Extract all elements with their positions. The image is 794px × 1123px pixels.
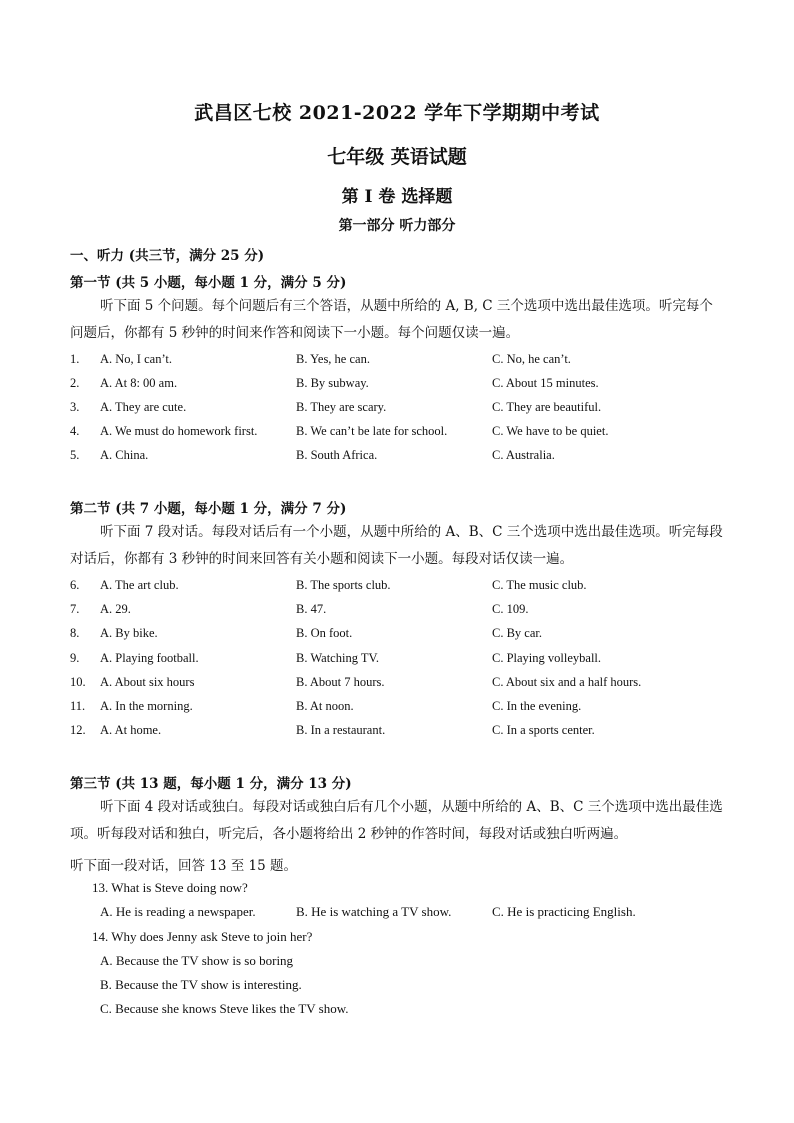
option-c: C. The music club. — [492, 578, 587, 592]
option-c: C. No, he can’t. — [492, 352, 571, 366]
option-c: C. In the evening. — [492, 699, 582, 713]
option-c: C. By car. — [492, 626, 542, 640]
option-a: A. China. — [100, 448, 149, 462]
section1-heading: 第一节 (共 5 小题，每小题 1 分，满分 5 分) — [70, 275, 347, 291]
question-13-option-c: C. He is practicing English. — [492, 904, 636, 919]
option-b: B. About 7 hours. — [296, 675, 385, 689]
option-b: B. We can’t be late for school. — [296, 424, 448, 438]
question-14-option-c: C. Because she knows Steve likes the TV show. — [100, 1001, 349, 1016]
option-a: A. 29. — [100, 602, 131, 616]
question-row — [70, 723, 750, 747]
dialogue-intro: 听下面一段对话，回答 13 至 15 题。 — [70, 858, 298, 874]
option-b: B. Watching TV. — [296, 651, 380, 665]
option-a: A. At home. — [100, 723, 162, 737]
section2-instructions: 听下面 7 段对话。每段对话后有一个小题，从题中所给的 A、B、C 三个选项中选出最佳选项。听完每段对话后，你都有 3 秒钟的时间来回答有关小题和阅读下一小题。每段对话仅读一遍。 — [70, 524, 723, 567]
option-a: A. The art club. — [100, 578, 179, 592]
question-14-stem: 14. Why does Jenny ask Steve to join her? — [92, 929, 313, 944]
option-a: A. By bike. — [100, 626, 158, 640]
option-b: B. On foot. — [296, 626, 353, 640]
section3-heading: 第三节 (共 13 题，每小题 1 分，满分 13 分) — [70, 776, 352, 792]
option-c: C. They are beautiful. — [492, 400, 602, 414]
option-a: A. About six hours — [100, 675, 195, 689]
option-b: B. Yes, he can. — [296, 352, 370, 366]
option-c: C. We have to be quiet. — [492, 424, 609, 438]
question-row — [70, 578, 750, 602]
option-b: B. In a restaurant. — [296, 723, 386, 737]
section2-heading: 第二节 (共 7 小题，每小题 1 分，满分 7 分) — [70, 501, 347, 517]
option-b: B. By subway. — [296, 376, 369, 390]
question-13-option-a: A. He is reading a newspaper. — [100, 904, 256, 919]
question-row — [70, 424, 750, 448]
option-c: C. Playing volleyball. — [492, 651, 602, 665]
question-14-option-a: A. Because the TV show is so boring — [100, 953, 294, 968]
question-number: 2. — [70, 376, 80, 390]
question-number: 4. — [70, 424, 80, 438]
question-number: 11. — [70, 699, 86, 713]
section1-instructions: 听下面 5 个问题。每个问题后有三个答语，从题中所给的 A, B, C 三个选项中选出最佳选项。听完每个问题后，你都有 5 秒钟的时间来作答和阅读下一小题。每个问题仅读一遍。 — [70, 298, 713, 341]
option-c: C. About 15 minutes. — [492, 376, 599, 390]
exam-title: 武昌区七校 2021-2022 学年下学期期中考试 — [194, 102, 600, 124]
question-row — [70, 602, 750, 626]
option-b: B. They are scary. — [296, 400, 387, 414]
question-number: 6. — [70, 578, 80, 592]
question-row — [70, 448, 750, 472]
question-number: 9. — [70, 651, 80, 665]
option-c: C. 109. — [492, 602, 529, 616]
section3-instructions: 听下面 4 段对话或独白。每段对话或独白后有几个小题，从题中所给的 A、B、C 三个选项中选出最佳选项。听每段对话和独白，听完后，各小题将给出 2 秒钟的作答时间，每段对话或独白听两遍。 — [70, 799, 723, 842]
exam-subtitle: 七年级 英语试题 — [327, 146, 467, 168]
question-number: 3. — [70, 400, 80, 414]
question-row — [70, 699, 750, 723]
question-number: 1. — [70, 352, 80, 366]
question-row — [70, 651, 750, 675]
volume-title: 第 Ⅰ 卷 选择题 — [341, 187, 453, 207]
option-a: A. No, I can’t. — [100, 352, 172, 366]
option-a: A. In the morning. — [100, 699, 193, 713]
option-b: B. South Africa. — [296, 448, 378, 462]
option-c: C. In a sports center. — [492, 723, 595, 737]
option-b: B. The sports club. — [296, 578, 391, 592]
option-a: A. At 8: 00 am. — [100, 376, 178, 390]
option-c: C. Australia. — [492, 448, 555, 462]
question-number: 7. — [70, 602, 80, 616]
question-13-option-b: B. He is watching a TV show. — [296, 904, 452, 919]
question-row — [70, 675, 750, 699]
question-row — [70, 626, 750, 650]
question-row — [70, 352, 750, 376]
question-row — [70, 400, 750, 424]
question-number: 5. — [70, 448, 80, 462]
question-13-stem: 13. What is Steve doing now? — [92, 880, 248, 895]
question-row — [70, 376, 750, 400]
option-a: A. They are cute. — [100, 400, 187, 414]
option-b: B. 47. — [296, 602, 327, 616]
question-14-option-b: B. Because the TV show is interesting. — [100, 977, 302, 992]
option-b: B. At noon. — [296, 699, 354, 713]
question-number: 10. — [70, 675, 86, 689]
question-number: 12. — [70, 723, 86, 737]
option-c: C. About six and a half hours. — [492, 675, 642, 689]
option-a: A. We must do homework first. — [100, 424, 258, 438]
part-title: 第一部分 听力部分 — [338, 218, 456, 234]
listening-heading: 一、听力 (共三节，满分 25 分) — [70, 248, 265, 264]
question-number: 8. — [70, 626, 80, 640]
option-a: A. Playing football. — [100, 651, 199, 665]
